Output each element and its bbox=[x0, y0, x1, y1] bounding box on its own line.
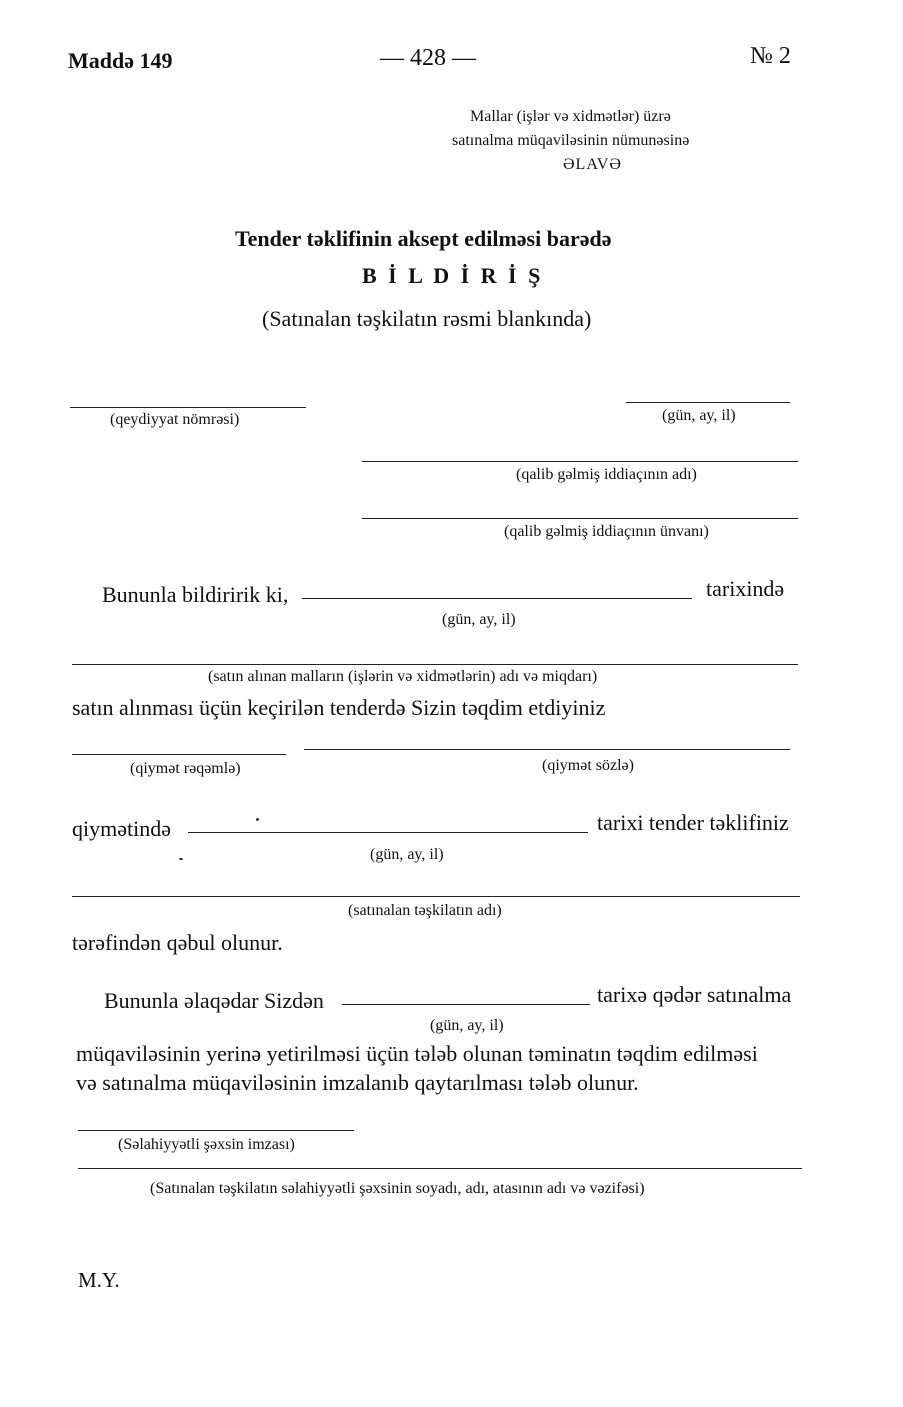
document-heading: B İ L D İ R İ Ş bbox=[362, 263, 544, 288]
goods-name-line bbox=[72, 664, 798, 665]
date-1-line bbox=[302, 598, 692, 599]
date-top-line bbox=[626, 402, 790, 403]
page-number: — 428 — bbox=[380, 45, 476, 71]
price-digits-line bbox=[72, 754, 286, 755]
contract-return-text: və satınalma müqaviləsinin imzalanıb qaytarılması tələb olunur. bbox=[76, 1070, 639, 1095]
registration-number-caption: (qeydiyyat nömrəsi) bbox=[110, 411, 240, 428]
tender-offer-text: satın alınması üçün keçirilən tenderdə Sizin təqdim etdiyiniz bbox=[72, 695, 606, 720]
price-words-caption: (qiymət sözlə) bbox=[542, 757, 634, 774]
registration-number-line bbox=[70, 407, 306, 408]
date-2-caption: (gün, ay, il) bbox=[370, 846, 444, 863]
issue-number: № 2 bbox=[750, 43, 791, 69]
stamp-place: M.Y. bbox=[78, 1268, 120, 1292]
notice-intro-text: Bununla bildiririk ki, bbox=[102, 582, 289, 607]
tender-date-suffix: tarixi tender təklifiniz bbox=[597, 810, 789, 835]
speck-mark bbox=[179, 858, 183, 860]
date-3-caption: (gün, ay, il) bbox=[430, 1017, 504, 1034]
price-prefix-text: qiymətində bbox=[72, 816, 171, 841]
document-subtitle: (Satınalan təşkilatın rəsmi blankında) bbox=[262, 306, 592, 331]
winner-address-line bbox=[362, 518, 798, 519]
request-intro-text: Bununla əlaqədar Sizdən bbox=[104, 988, 324, 1013]
date-top-caption: (gün, ay, il) bbox=[662, 407, 736, 424]
winner-name-caption: (qalib gəlmiş iddiaçının adı) bbox=[516, 466, 697, 483]
speck-mark bbox=[256, 818, 259, 821]
guarantee-text: müqaviləsinin yerinə yetirilməsi üçün tələb olunan təminatın təqdim edilməsi bbox=[76, 1041, 758, 1066]
official-details-line bbox=[78, 1168, 802, 1169]
org-name-line bbox=[72, 896, 800, 897]
price-digits-caption: (qiymət rəqəmlə) bbox=[130, 760, 241, 777]
article-number: Maddə 149 bbox=[68, 48, 173, 73]
date-1-caption: (gün, ay, il) bbox=[442, 611, 516, 628]
date-2-line bbox=[188, 832, 588, 833]
date-3-line bbox=[342, 1004, 590, 1005]
winner-address-caption: (qalib gəlmiş iddiaçının ünvanı) bbox=[504, 523, 709, 540]
org-name-caption: (satınalan təşkilatın adı) bbox=[348, 902, 502, 919]
annex-line-2: satınalma müqaviləsinin nümunəsinə bbox=[452, 132, 690, 149]
annex-line-1: Mallar (işlər və xidmətlər) üzrə bbox=[470, 108, 671, 125]
winner-name-line bbox=[362, 461, 798, 462]
official-details-caption: (Satınalan təşkilatın səlahiyyətli şəxsinin soyadı, adı, atasının adı və vəzifəsi) bbox=[150, 1180, 645, 1197]
signature-line bbox=[78, 1130, 354, 1131]
document-title: Tender təklifinin aksept edilməsi barədə bbox=[235, 226, 612, 251]
signature-caption: (Səlahiyyətli şəxsin imzası) bbox=[118, 1136, 295, 1153]
price-words-line bbox=[304, 749, 790, 750]
annex-line-3: ƏLAVƏ bbox=[563, 156, 622, 173]
deadline-suffix: tarixə qədər satınalma bbox=[597, 982, 792, 1007]
goods-name-caption: (satın alınan malların (işlərin və xidmətlərin) adı və miqdarı) bbox=[208, 668, 598, 685]
acceptance-text: tərəfindən qəbul olunur. bbox=[72, 930, 283, 955]
date-1-suffix: tarixində bbox=[706, 576, 785, 601]
